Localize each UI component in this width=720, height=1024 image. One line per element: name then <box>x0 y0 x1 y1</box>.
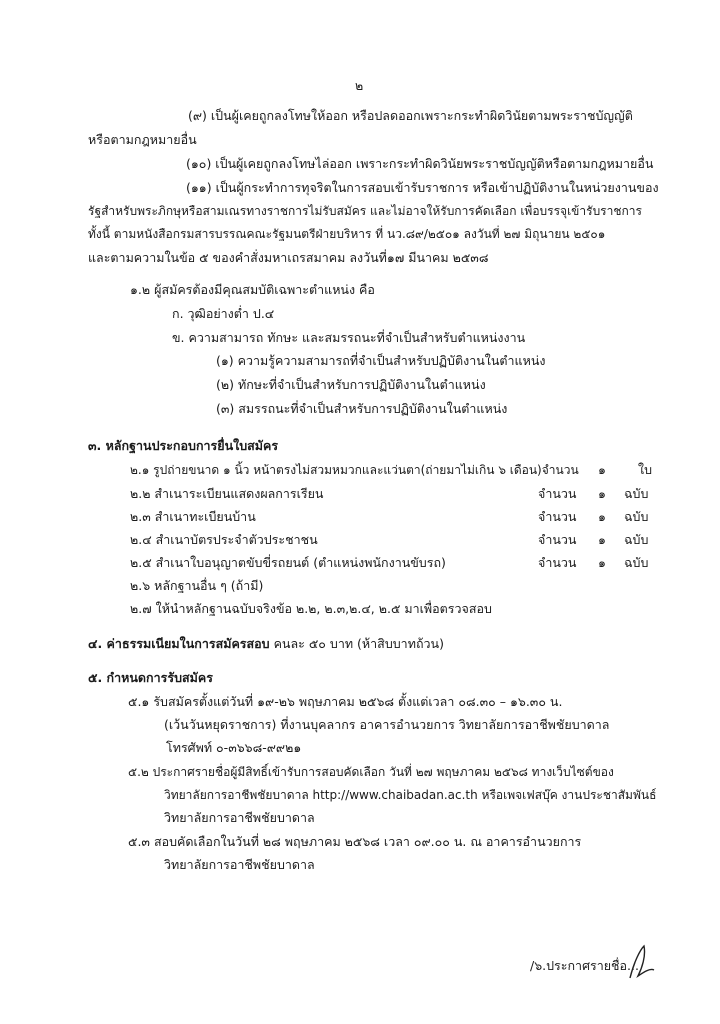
item-text: ๒.๗ ให้นำหลักฐานฉบับจริงข้อ ๒.๒, ๒.๓,๒.๔, ๒.๕ มาเพื่อตรวจสอบ <box>130 601 492 616</box>
page-number: ๒ <box>355 78 364 93</box>
item-text: ๒.๓ สำเนาทะเบียนบ้าน <box>130 509 256 524</box>
signature-mark <box>624 942 660 982</box>
section-4-heading: ๔. ค่าธรรมเนียมในการสมัครสอบ <box>88 636 270 651</box>
continuation-note: /๖.ประกาศรายชื่อ... <box>530 958 639 973</box>
text-line: และตามความในข้อ ๕ ของคำสั่งมหาเถรสมาคม ลงวันที่๑๗ มีนาคม ๒๕๓๘ <box>88 250 489 265</box>
qualification-subitem: (๑) ความรู้ความสามารถที่จำเป็นสำหรับปฏิบัติงานในตำแหน่ง <box>216 353 546 368</box>
schedule-line: วิทยาลัยการอาชีพชัยบาดาล <box>164 810 315 825</box>
schedule-line: วิทยาลัยการอาชีพชัยบาดาล <box>164 857 315 872</box>
schedule-line: โทรศัพท์ ๐-๓๖๖๘-๙๙๒๑ <box>166 740 302 755</box>
item-unit: ใบ <box>638 462 653 477</box>
item-qty-label: จำนวน <box>538 486 577 501</box>
item-text: ๒.๕ สำเนาใบอนุญาตขับขี่รถยนต์ (ตำแหน่งพนักงานขับรถ) <box>130 555 446 570</box>
schedule-line: วิทยาลัยการอาชีพชัยบาดาล http://www.chaibadan.ac.th หรือเพจเฟสบุ๊ค งานประชาสัมพันธ์ <box>164 788 657 802</box>
schedule-line: (เว้นวันหยุดราชการ) ที่งานบุคลากร อาคารอำนวยการ วิทยาลัยการอาชีพชัยบาดาล <box>164 717 610 732</box>
text-line: (๑๑) เป็นผู้กระทำการทุจริตในการสอบเข้ารับราชการ หรือเข้าปฏิบัติงานในหน่วยงานของ <box>186 180 659 195</box>
qualification-item: ก. วุฒิอย่างต่ำ ป.๔ <box>172 306 275 321</box>
schedule-line: ๕.๓ สอบคัดเลือกในวันที่ ๒๘ พฤษภาคม ๒๕๖๘ เวลา ๐๙.๐๐ น. ณ อาคารอำนวยการ <box>128 834 582 849</box>
text-line: หรือตามกฎหมายอื่น <box>88 132 197 147</box>
item-qty-label: จำนวน <box>538 532 577 547</box>
section-5-heading: ๕. กำหนดการรับสมัคร <box>88 670 213 685</box>
item-qty: ๑ <box>598 509 606 524</box>
item-unit: ฉบับ <box>624 555 649 570</box>
item-qty: ๑ <box>598 532 606 547</box>
item-unit: ฉบับ <box>624 532 649 547</box>
section-4-text: คนละ ๕๐ บาท (ห้าสิบบาทถ้วน) <box>269 636 444 651</box>
item-qty: ๑ <box>598 462 606 477</box>
item-text: ๒.๑ รูปถ่ายขนาด ๑ นิ้ว หน้าตรงไม่สวมหมวกและแว่นตา(ถ่ายมาไม่เกิน ๖ เดือน)จำนวน <box>130 463 579 477</box>
qualification-heading: ๑.๒ ผู้สมัครต้องมีคุณสมบัติเฉพาะตำแหน่ง คือ <box>130 282 375 297</box>
qualification-subitem: (๓) สมรรถนะที่จำเป็นสำหรับการปฏิบัติงานในตำแหน่ง <box>216 401 508 416</box>
text-line: (๙) เป็นผู้เคยถูกลงโทษให้ออก หรือปลดออกเพราะกระทำผิดวินัยตามพระราชบัญญัติ <box>188 108 633 123</box>
section-4 <box>88 636 444 652</box>
qualification-item: ข. ความสามารถ ทักษะ และสมรรถนะที่จำเป็นสำหรับตำแหน่งงาน <box>172 330 526 345</box>
section-3-heading: ๓. หลักฐานประกอบการยื่นใบสมัคร <box>88 438 279 453</box>
item-qty: ๑ <box>598 486 606 501</box>
item-qty-label: จำนวน <box>538 509 577 524</box>
item-text: ๒.๔ สำเนาบัตรประจำตัวประชาชน <box>130 532 318 547</box>
item-qty-label: จำนวน <box>538 555 577 570</box>
item-text: ๒.๒ สำเนาระเบียนแสดงผลการเรียน <box>130 486 324 501</box>
qualification-subitem: (๒) ทักษะที่จำเป็นสำหรับการปฏิบัติงานในตำแหน่ง <box>216 377 486 392</box>
item-text: ๒.๖ หลักฐานอื่น ๆ (ถ้ามี) <box>130 578 264 593</box>
text-line: รัฐสำหรับพระภิกษุหรือสามเณรทางราชการไม่รับสมัคร และไม่อาจให้รับการคัดเลือก เพื่อบรรจุเข้ารับราชการ <box>88 204 642 218</box>
schedule-line: ๕.๒ ประกาศรายชื่อผู้มีสิทธิ์เข้ารับการสอบคัดเลือก วันที่ ๒๗ พฤษภาคม ๒๕๖๘ ทางเว็บไซต์ของ <box>128 765 614 779</box>
schedule-line: ๕.๑ รับสมัครตั้งแต่วันที่ ๑๙-๒๖ พฤษภาคม ๒๕๖๘ ตั้งแต่เวลา ๐๘.๓๐ – ๑๖.๓๐ น. <box>128 694 563 709</box>
text-line: (๑๐) เป็นผู้เคยถูกลงโทษไล่ออก เพราะกระทำผิดวินัยพระราชบัญญัติหรือตามกฎหมายอื่น <box>186 156 654 171</box>
text-line: ทั้งนี้ ตามหนังสือกรมสารบรรณคณะรัฐมนตรีฝ่ายบริหาร ที่ นว.๘๙/๒๕๐๑ ลงวันที่ ๒๗ มิถุนายน ๒๕๐๑ <box>88 227 606 241</box>
item-unit: ฉบับ <box>624 509 649 524</box>
item-qty: ๑ <box>598 555 606 570</box>
item-unit: ฉบับ <box>624 486 649 501</box>
